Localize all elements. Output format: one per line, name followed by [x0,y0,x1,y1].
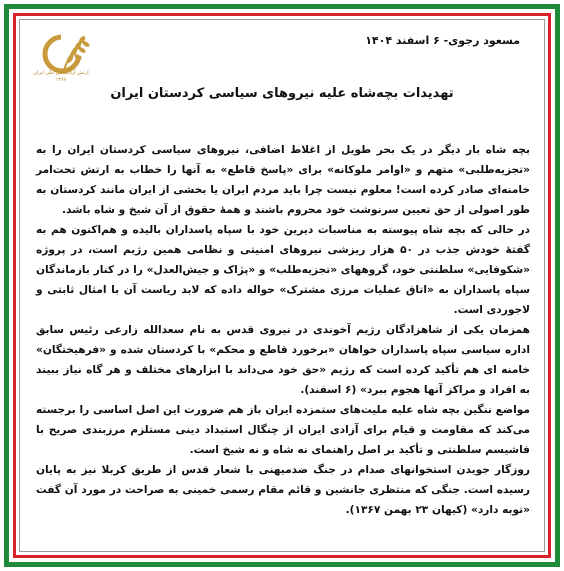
org-name: ارتش آزادیبخش ملی ایران [33,70,89,76]
document-panel [19,19,545,552]
page-border-red [13,13,551,558]
byline: مسعود رجوی- ۶ اسفند ۱۴۰۴ [365,34,520,47]
page-title: تهدیدات بچه‌شاه علیه نیروهای سیاسی کردستان ایران [110,86,454,101]
org-logo-caption [30,70,92,84]
paragraph: همزمان یکی از شاهزادگان رژیم آخوندی در نیروی قدس به نام سعدالله زارعی رئیس سابق اداره سیاسی سپاه پاسداران خواهان «برخورد قاطع و محکم» با کردستان شده و «فرهیختگان» خامنه ای هم تأکید کرده است که رژیم «حق خود می‌داند با ابزارهای مختلف و هر گاه نیاز ببیند به افراد و مراکز آنها هجوم ببرد» (۶ اسفند). [36,324,530,396]
page-border [4,4,560,567]
paragraph: بچه شاه بار دیگر در یک بحر طویل از اغلاط اضافی، نیروهای سیاسی کردستان ایران را به «تجزیه‌طلبی» متهم و «اوامر ملوکانه» برای «پاسخ قاطع» به آنها را خطاب به ارتش تحت‌امر خامنه‌ای صادر کرده است! معلوم نیست چرا باید مردم ایران یا بخشی از ایران مانند کردستان به طور اصولی از حق تعیین سرنوشت خود محروم باشند و همهٔ حقوق از آن شیخ و شاه باشد. [36,144,530,216]
paragraph: در حالی که بچه شاه پیوسته به مناسبات دیرین خود با سپاه پاسداران بالیده و هم‌اکنون هم به گفتهٔ خودش جذب در ۵۰ هزار ریزشی نیروهای امنیتی و نظامی همین رژیم است، در پروژه «شکوفایی» سلطنتی خود، گروههای «تجزیه‌طلب» و «پژاک و جیش‌العدل» را در کنار بازماندگان سپاه پاسداران به «اتاق عملیات مرزی مشترک» حواله داده که لابد ریاست آن با امثال ثابتی و لاجوردی است. [36,224,530,316]
article-body [36,140,530,520]
org-year: ۱۳۶۶ [55,77,67,83]
paragraph: روزگار جویدن استخوانهای صدام در جنگ ضدمیهنی با شعار قدس از طریق کربلا نیز به پایان رسیده است. جنگی که منتظری جانشین و قائم مقام رسمی خمینی به صراحت در مورد آن گفت «توبه دارد» (کیهان ۲۳ بهمن ۱۳۶۷). [36,464,530,516]
paragraph: مواضع ننگین بچه شاه علیه ملیت‌های ستمزده ایران باز هم ضرورت این اصل اساسی را برجسته می‌کند که مقاومت و قیام برای آزادی ایران از چنگال استبداد دینی مستلزم مرزبندی صریح با فاشیسم سلطنتی و تأکید بر اصل راهنمای نه شاه و نه شیخ است. [36,404,530,456]
